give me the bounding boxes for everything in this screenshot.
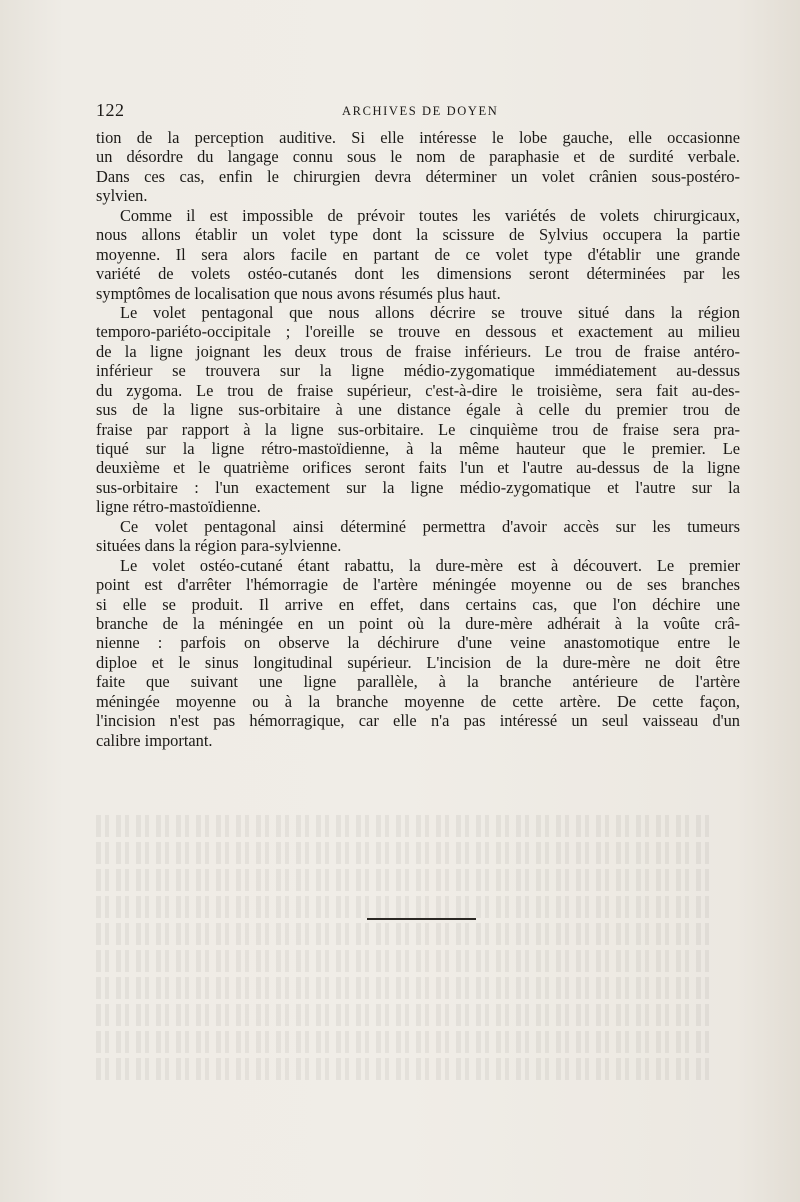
text-line: tion de la perception auditive. Si elle intéresse le lobe gauche, elle occasionne: [96, 128, 740, 147]
text-line: sylvien.: [96, 186, 148, 206]
text-line: Dans ces cas, enfin le chirurgien devra déterminer un volet crânien sous-postéro-: [96, 166, 740, 186]
text-line: sus-orbitaire : l'un exactement sur la ligne médio-zygomatique et l'autre sur la: [96, 477, 740, 497]
text-line: calibre important.: [96, 730, 213, 750]
text-line: point est d'arrêter l'hémorragie de l'artère méningée moyenne ou de ses branches: [96, 575, 740, 595]
text-line: variété de volets ostéo-cutanés dont les dimensions seront déterminées par les: [96, 264, 740, 284]
body-text: [96, 128, 740, 750]
section-end-rule: [367, 918, 476, 920]
text-line: sus de la ligne sus-orbitaire à une distance égale à celle du premier trou de: [96, 400, 740, 420]
text-line: fraise par rapport à la ligne sus-orbitaire. Le cinquième trou de fraise sera pra-: [96, 419, 740, 439]
text-line: deuxième et le quatrième orifices seront faits l'un et l'autre au-dessus de la ligne: [96, 458, 740, 478]
text-line: nous allons établir un volet type dont la scissure de Sylvius occupera la partie: [96, 225, 740, 245]
running-title: ARCHIVES DE DOYEN: [342, 104, 499, 118]
text-line: situées dans la région para-sylvienne.: [96, 536, 342, 556]
text-line: Ce volet pentagonal ainsi déterminé permettra d'avoir accès sur les tumeurs: [120, 516, 740, 536]
text-line: un désordre du langage connu sous le nom de paraphasie et de surdité verbale.: [96, 147, 740, 167]
text-line: du zygoma. Le trou de fraise supérieur, c'est-à-dire le troisième, sera fait au-des-: [96, 380, 740, 400]
show-through-texture: [96, 815, 716, 1115]
text-line: moyenne. Il sera alors facile en partant de ce volet type d'établir une grande: [96, 244, 740, 264]
text-line: symptômes de localisation que nous avons résumés plus haut.: [96, 283, 501, 303]
text-line: de la ligne joignant les deux trous de fraise inférieurs. Le trou de fraise antéro-: [96, 341, 740, 361]
text-line: Le volet ostéo-cutané étant rabattu, la dure-mère est à découvert. Le premier: [120, 555, 740, 575]
text-line: méningée moyenne ou à la branche moyenne de cette artère. De cette façon,: [96, 691, 740, 711]
page-header: [96, 100, 740, 124]
text-line: Le volet pentagonal que nous allons décrire se trouve situé dans la région: [120, 302, 740, 322]
text-line: ligne rétro-mastoïdienne.: [96, 497, 261, 517]
text-line: si elle se produit. Il arrive en effet, dans certains cas, que l'on déchire une: [96, 594, 740, 614]
text-line: inférieur se trouvera sur la ligne médio-zygomatique immédiatement au-dessus: [96, 361, 740, 381]
text-line: temporo-pariéto-occipitale ; l'oreille se trouve en dessous et exactement au milieu: [96, 322, 740, 342]
text-line: tiqué sur la ligne rétro-mastoïdienne, à la même hauteur que le premier. Le: [96, 439, 740, 458]
page-number: 122: [96, 100, 125, 120]
text-line: nienne : parfois on observe la déchirure d'une veine anastomotique entre le: [96, 633, 740, 653]
text-line: branche de la méningée en un point où la dure-mère adhérait à la voûte crâ-: [96, 613, 740, 633]
text-line: faite que suivant une ligne parallèle, à la branche antérieure de l'artère: [96, 672, 740, 692]
text-line: Comme il est impossible de prévoir toutes les variétés de volets chirurgicaux,: [120, 205, 740, 225]
text-line: l'incision n'est pas hémorragique, car elle n'a pas intéressé un seul vaisseau d'un: [96, 711, 740, 731]
text-line: diploe et le sinus longitudinal supérieur. L'incision de la dure-mère ne doit être: [96, 652, 740, 672]
